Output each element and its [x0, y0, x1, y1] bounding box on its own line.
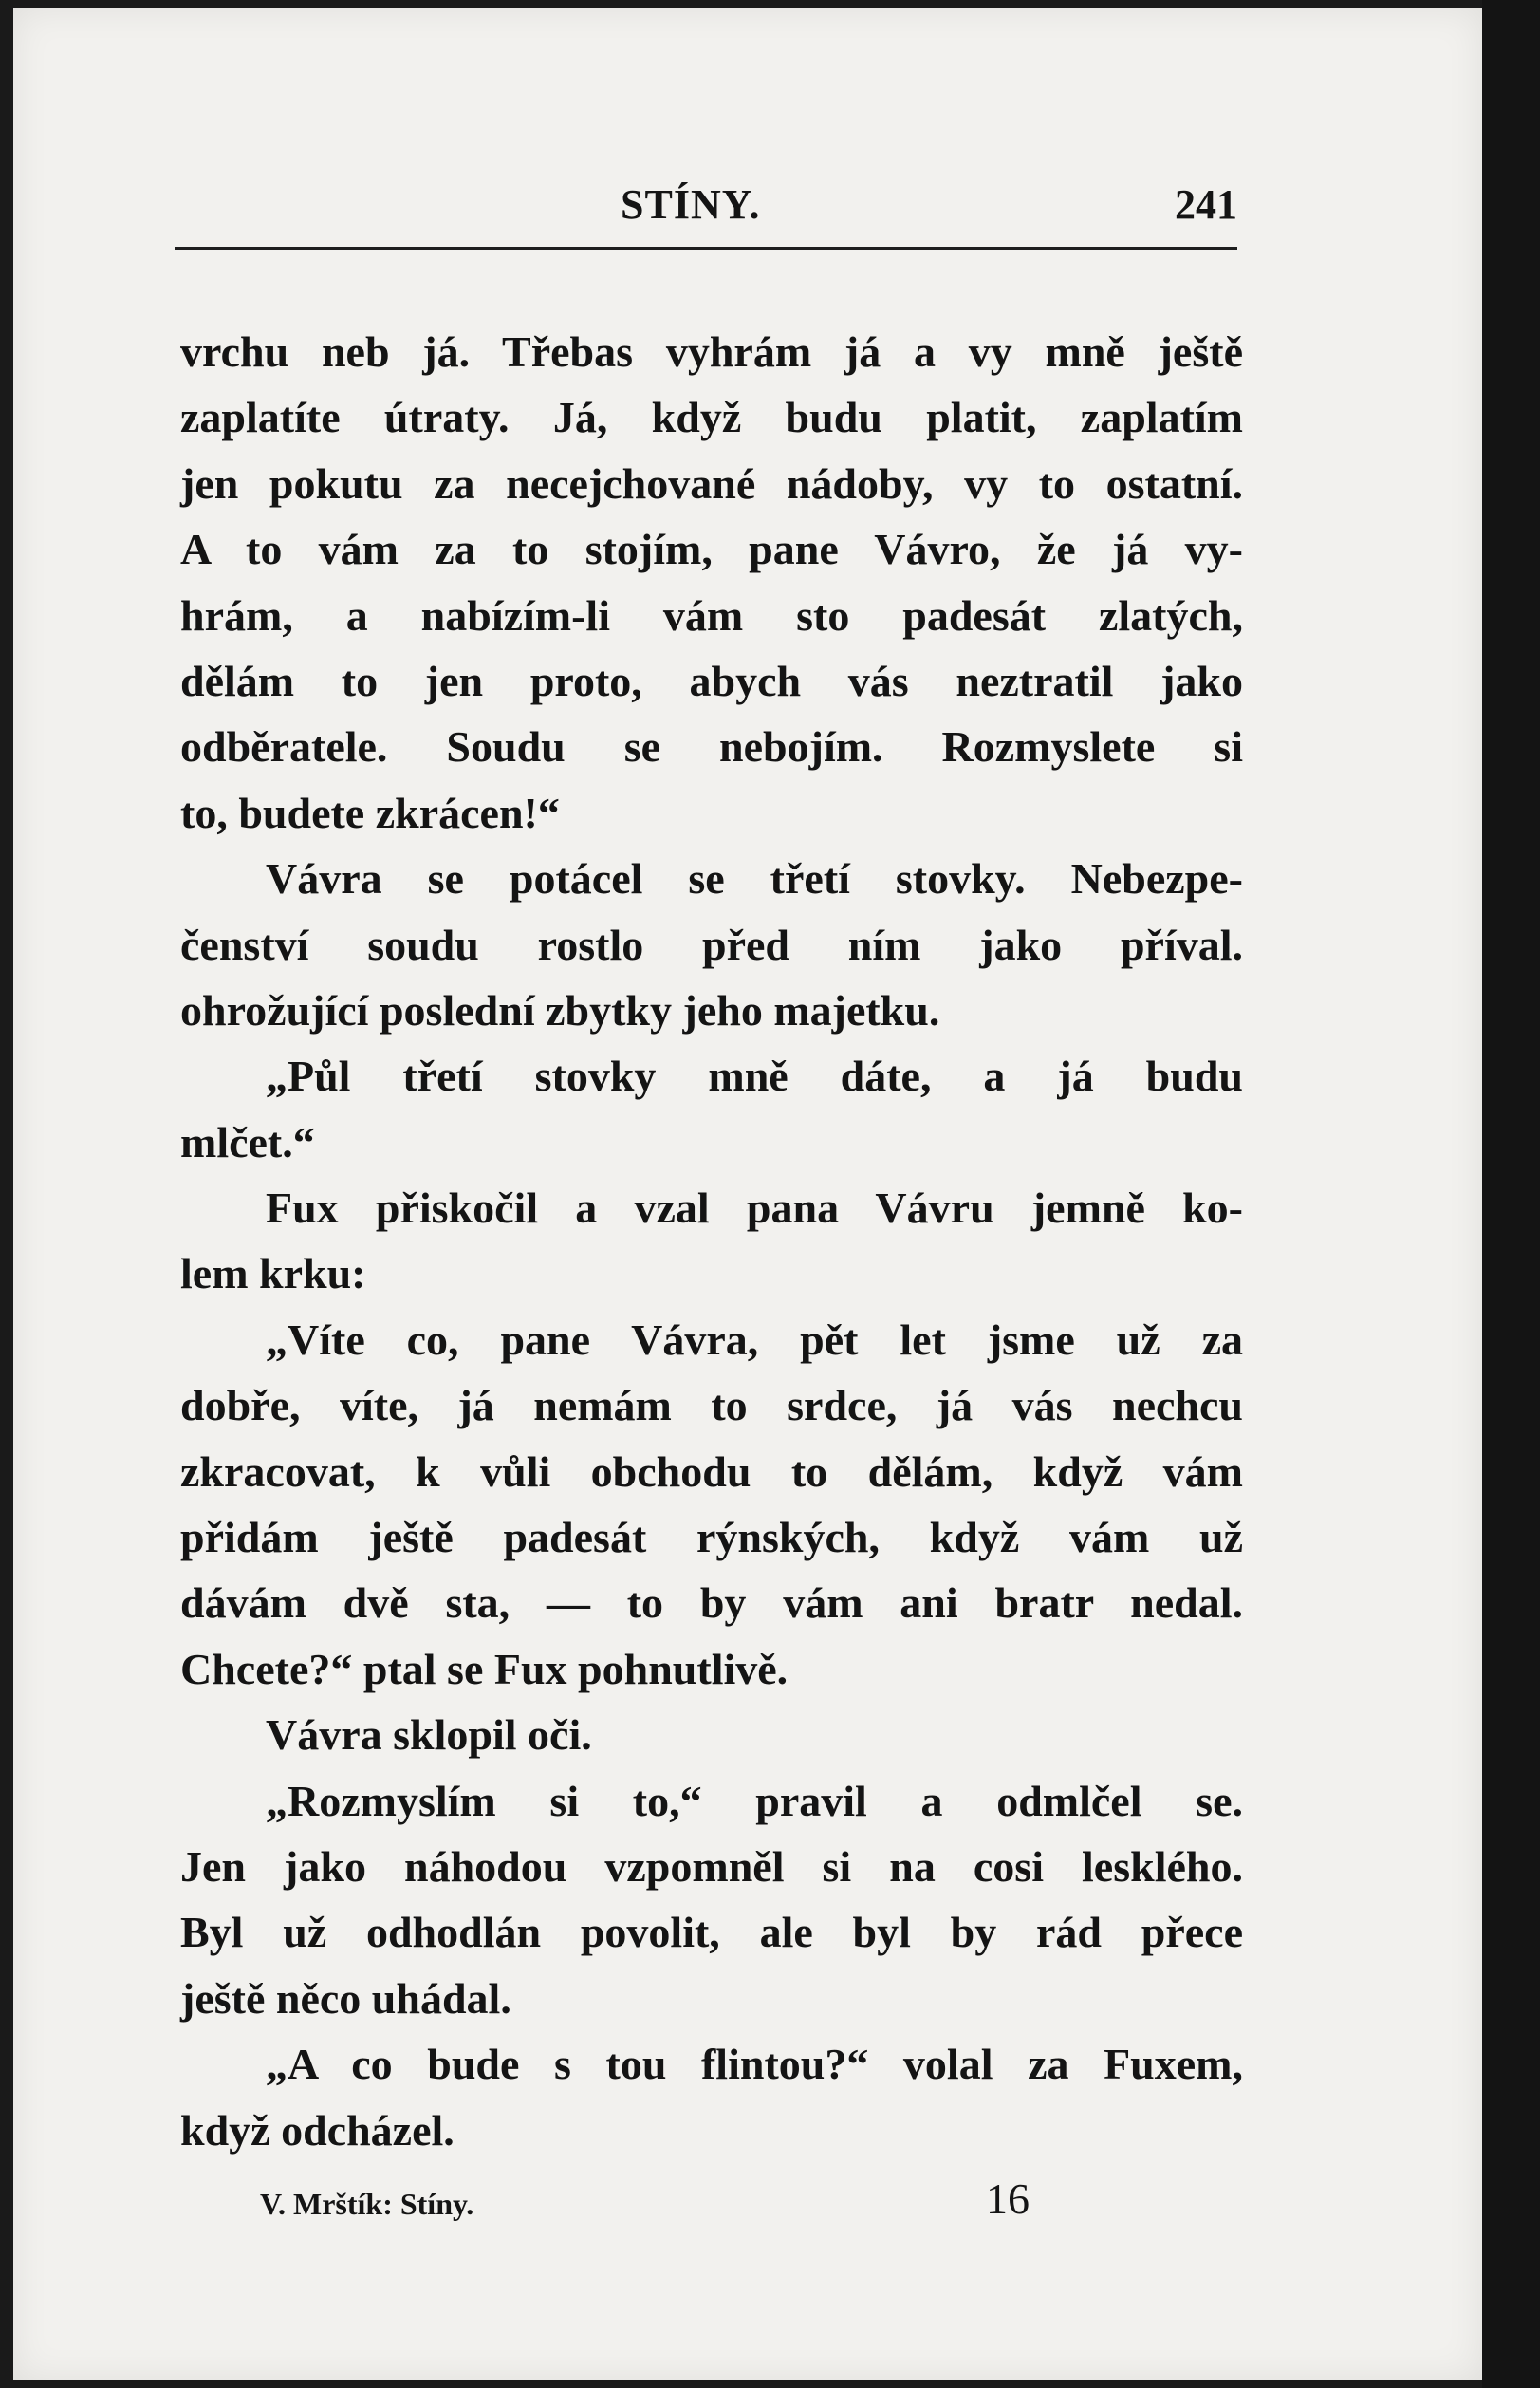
page-number: 241: [1175, 181, 1237, 228]
text-line: lem krku:: [180, 1249, 366, 1298]
header-rule: [175, 247, 1237, 250]
text-line: ohrožující poslední zbytky jeho majetku.: [180, 985, 940, 1035]
text-line: Vávra sklopil oči.: [266, 1710, 592, 1760]
text-line: „Víte co, pane Vávra, pět let jsme už za: [266, 1315, 1243, 1364]
text-line: „A co bude s tou flintou?“ volal za Fuxem,: [266, 2040, 1243, 2089]
text-line: když odcházel.: [180, 2105, 455, 2155]
text-line: mlčet.“: [180, 1117, 315, 1166]
printer-signature: V. Mrštík: Stíny.: [260, 2187, 474, 2221]
sheet-number: 16: [986, 2174, 1030, 2223]
text-line: A to vám za to stojím, pane Vávro, že já vy-: [180, 525, 1243, 574]
text-line: odběratele. Soudu se nebojím. Rozmyslete si: [180, 722, 1243, 772]
text-line: zaplatíte útraty. Já, když budu platit, zaplatím: [180, 393, 1243, 442]
text-line: Vávra se potácel se třetí stovky. Nebezpe-: [266, 854, 1243, 904]
text-line: přidám ještě padesát rýnských, když vám už: [180, 1513, 1243, 1562]
text-line: to, budete zkrácen!“: [180, 788, 560, 837]
scan-border: [1482, 0, 1540, 2388]
text-line: zkracovat, k vůli obchodu to dělám, když vám: [180, 1446, 1243, 1496]
text-line: jen pokutu za necejchované nádoby, vy to ostatní.: [180, 458, 1243, 508]
text-line: „Rozmyslím si to,“ pravil a odmlčel se.: [266, 1776, 1243, 1825]
text-line: Jen jako náhodou vzpomněl si na cosi lesklého.: [180, 1841, 1243, 1891]
text-line: ještě něco uhádal.: [180, 1973, 511, 2023]
text-line: dobře, víte, já nemám to srdce, já vás nechcu: [180, 1381, 1243, 1430]
running-title: STÍNY.: [621, 181, 761, 228]
text-line: dávám dvě sta, — to by vám ani bratr nedal.: [180, 1578, 1243, 1628]
text-line: hrám, a nabízím-li vám sto padesát zlatých,: [180, 590, 1243, 640]
page-header: [175, 180, 1237, 247]
text-line: vrchu neb já. Třebas vyhrám já a vy mně ještě: [180, 327, 1243, 376]
text-line: Byl už odhodlán povolit, ale byl by rád přece: [180, 1908, 1243, 1957]
text-line: dělám to jen proto, abych vás neztratil jako: [180, 656, 1243, 705]
text-line: Chcete?“ ptal se Fux pohnutlivě.: [180, 1644, 789, 1693]
text-line: Fux přiskočil a vzal pana Vávru jemně ko-: [266, 1184, 1243, 1233]
text-line: „Půl třetí stovky mně dáte, a já budu: [266, 1052, 1243, 1101]
body-text: [180, 319, 1243, 2163]
page-footer: [260, 2173, 1114, 2230]
text-line: čenství soudu rostlo před ním jako příval.: [180, 920, 1243, 969]
